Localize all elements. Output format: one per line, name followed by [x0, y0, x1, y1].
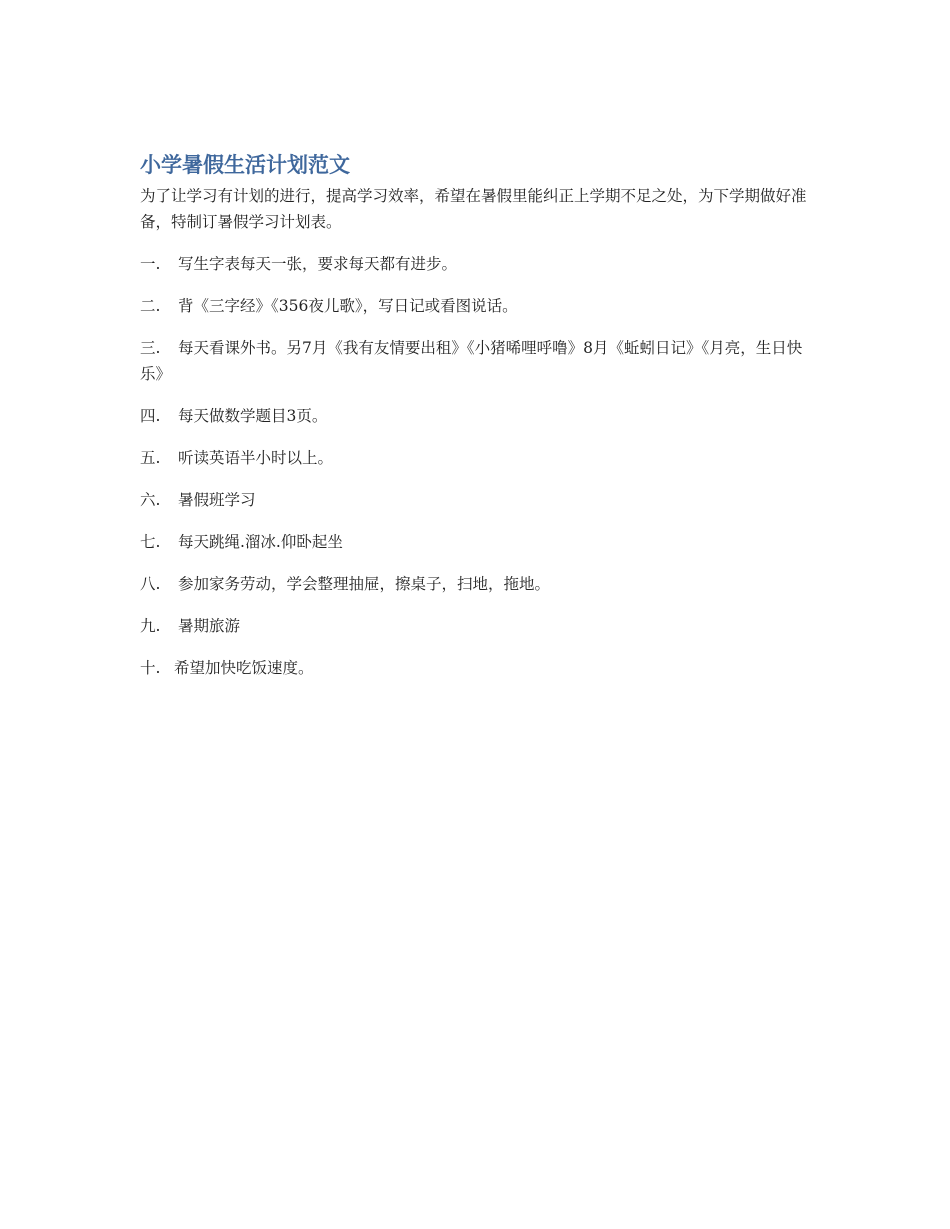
document-body	[140, 150, 812, 681]
item-text: 参加家务劳动，学会整理抽屉，擦桌子，扫地，拖地。	[178, 575, 551, 593]
list-item	[140, 335, 812, 387]
item-number: 十.	[140, 659, 161, 677]
item-number: 八.	[140, 575, 161, 593]
list-item	[140, 487, 812, 513]
item-number: 七.	[140, 533, 161, 551]
item-number: 三.	[140, 339, 161, 357]
intro-paragraph: 为了让学习有计划的进行，提高学习效率，希望在暑假里能纠正上学期不足之处，为下学期做好准备，特制订暑假学习计划表。	[140, 187, 807, 231]
item-number: 九.	[140, 617, 161, 635]
list-item	[140, 529, 812, 555]
list-item	[140, 293, 812, 319]
item-text: 希望加快吃饭速度。	[174, 659, 314, 677]
item-number: 六.	[140, 491, 161, 509]
list-item	[140, 613, 812, 639]
item-text: 背《三字经》《356夜儿歌》，写日记或看图说话。	[178, 297, 518, 315]
item-number: 五.	[140, 449, 161, 467]
item-text: 暑假班学习	[178, 491, 256, 509]
list-item	[140, 403, 812, 429]
item-text: 每天做数学题目3页。	[178, 407, 328, 425]
item-text: 写生字表每天一张，要求每天都有进步。	[178, 255, 458, 273]
item-number: 一.	[140, 255, 161, 273]
list-item	[140, 571, 812, 597]
list-item	[140, 251, 812, 277]
item-number: 四.	[140, 407, 161, 425]
item-text: 听读英语半小时以上。	[178, 449, 334, 467]
item-text: 每天跳绳.溜冰.仰卧起坐	[178, 533, 343, 551]
document-title: 小学暑假生活计划范文	[140, 153, 350, 177]
item-text: 每天看课外书。另7月《我有友情要出租》《小猪唏哩呼噜》8月《蚯蚓日记》《月亮，生日快乐》	[140, 339, 803, 383]
list-item	[140, 655, 812, 681]
item-text: 暑期旅游	[178, 617, 241, 635]
list-item	[140, 445, 812, 471]
item-number: 二.	[140, 297, 161, 315]
